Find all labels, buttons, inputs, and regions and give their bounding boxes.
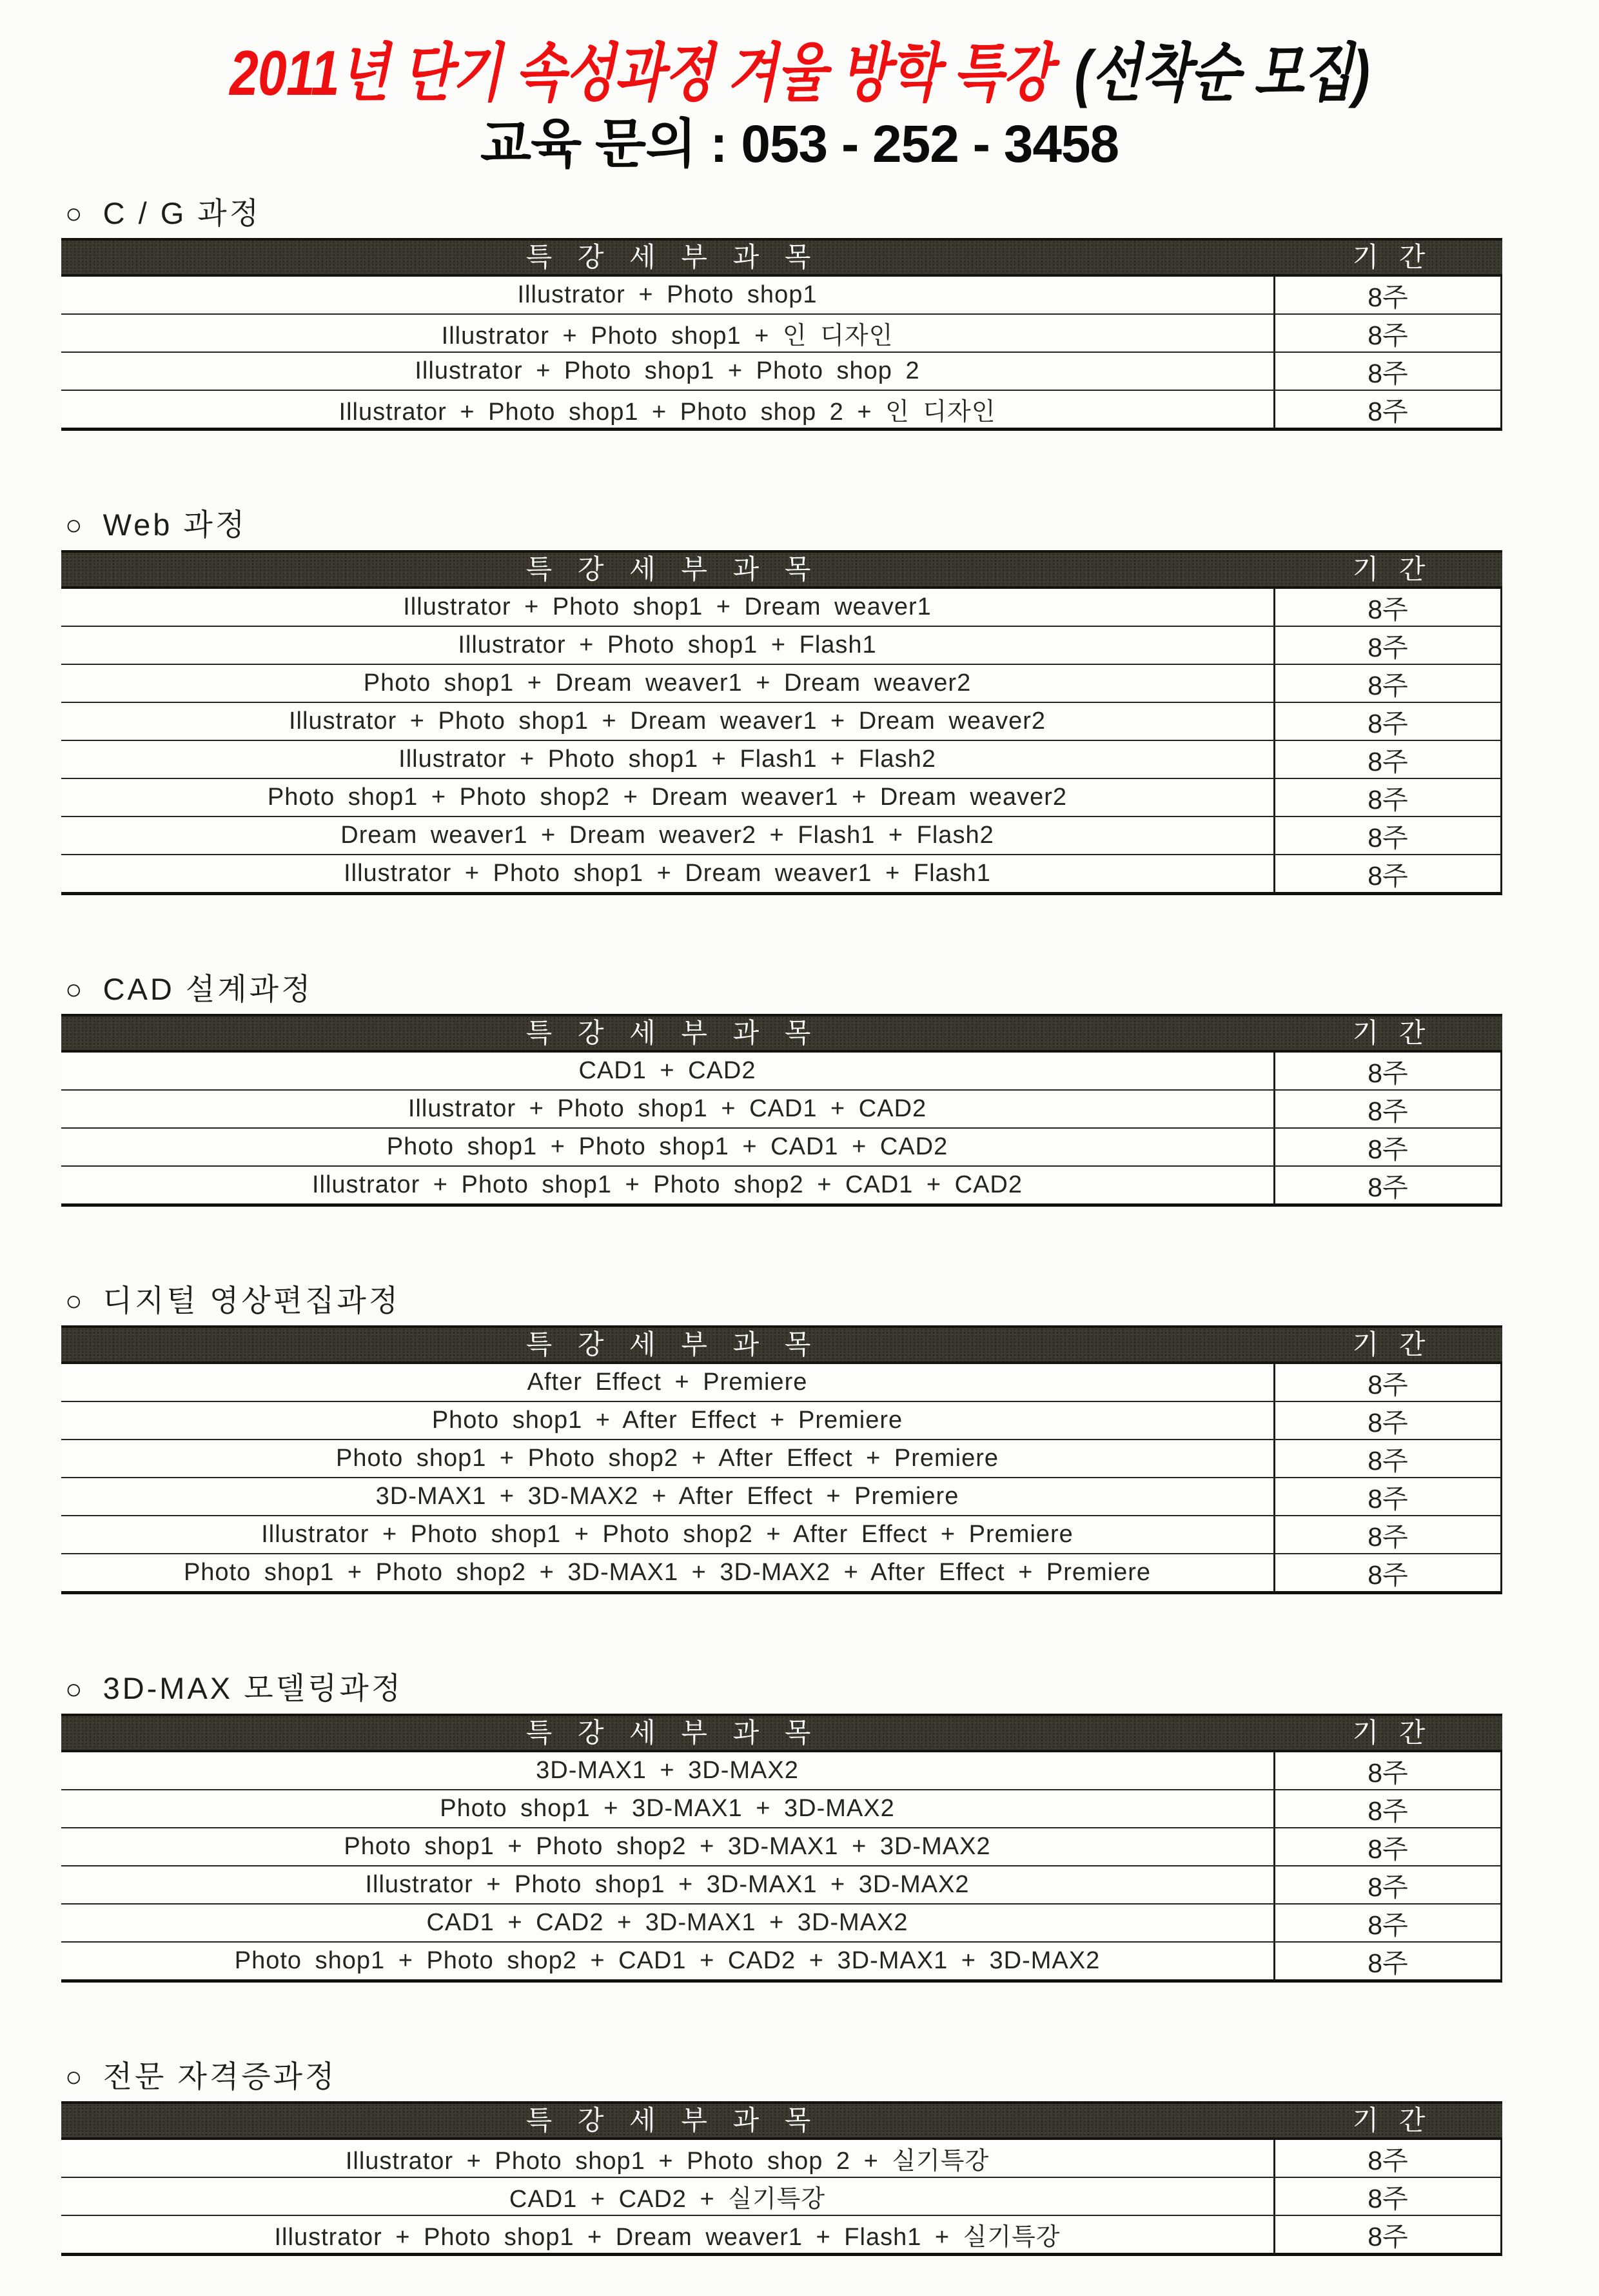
section-title: [65, 1283, 1502, 1319]
period-cell: 8주: [1273, 779, 1500, 816]
subject-cell: Photo shop1 + Photo shop2 + 3D-MAX1 + 3D-MAX2: [344, 1832, 991, 1860]
column-header-subject: 특 강 세 부 과 목: [525, 242, 820, 273]
subject-cell: Dream weaver1 + Dream weaver2 + Flash1 + Flash2: [340, 821, 994, 849]
column-header-subject: 특 강 세 부 과 목: [525, 1717, 820, 1748]
subject-cell: Illustrator + Photo shop1 + 인 디자인: [441, 322, 894, 350]
period-cell: 8주: [1273, 1866, 1500, 1903]
column-header-period: 기 간: [1352, 242, 1432, 273]
section-title: [65, 507, 1502, 543]
column-header-subject: 특 강 세 부 과 목: [525, 1329, 820, 1360]
course-section-1: [61, 195, 1502, 431]
table-row: [61, 589, 1500, 626]
table-body: [61, 277, 1502, 431]
course-section-6: [61, 2059, 1502, 2256]
table-row: [61, 778, 1500, 816]
period-cell: 8주: [1273, 1790, 1500, 1827]
course-table: [61, 2101, 1502, 2256]
period-cell: 8주: [1273, 1478, 1500, 1515]
period-cell: 8주: [1273, 1554, 1500, 1591]
period-cell: 8주: [1273, 703, 1500, 740]
period-cell: 8주: [1273, 1091, 1500, 1127]
table-row: [61, 1165, 1500, 1203]
table-header-row: [61, 1714, 1502, 1752]
period-cell: 8주: [1273, 1129, 1500, 1165]
page-title-note: (선착순 모집): [1074, 37, 1369, 108]
circle-bullet-icon: ○: [65, 1673, 85, 1705]
column-header-period: 기 간: [1352, 1717, 1432, 1748]
subject-cell: Illustrator + Photo shop1 + CAD1 + CAD2: [407, 1094, 927, 1122]
table-header-row: [61, 1325, 1502, 1364]
subject-cell: Illustrator + Photo shop1 + Dream weaver1 + Dream weaver2: [288, 707, 1046, 735]
subject-cell: CAD1 + CAD2 + 실기특강: [509, 2186, 826, 2213]
period-cell: 8주: [1273, 589, 1500, 626]
section-title-label: C / G 과정: [103, 195, 262, 230]
period-cell: 8주: [1273, 391, 1500, 428]
period-cell: 8주: [1273, 1516, 1500, 1553]
table-row: [61, 1515, 1500, 1553]
table-row: [61, 1865, 1500, 1903]
section-title-label: CAD 설계과정: [103, 971, 313, 1006]
table-row: [61, 351, 1500, 390]
table-row: [61, 2215, 1500, 2253]
period-cell: 8주: [1273, 1440, 1500, 1477]
page-title: [144, 34, 1455, 113]
table-body: [61, 2140, 1502, 2256]
subject-cell: Illustrator + Photo shop1 + Photo shop 2: [415, 357, 920, 385]
course-section-2: [61, 507, 1502, 895]
table-header-row: [61, 550, 1502, 589]
table-body: [61, 589, 1502, 895]
section-title: [65, 195, 1502, 232]
period-cell: 8주: [1273, 315, 1500, 351]
table-row: [61, 1789, 1500, 1827]
circle-bullet-icon: ○: [65, 973, 85, 1005]
table-row: [61, 313, 1500, 351]
period-cell: 8주: [1273, 1402, 1500, 1439]
subject-cell: Illustrator + Photo shop1 + Dream weaver1: [403, 593, 932, 620]
table-row: [61, 816, 1500, 854]
course-section-3: [61, 971, 1502, 1207]
table-body: [61, 1364, 1502, 1594]
subject-cell: Illustrator + Photo shop1 + Dream weaver1 + Flash1 + 실기특강: [274, 2224, 1061, 2251]
circle-bullet-icon: ○: [65, 197, 85, 230]
table-header-row: [61, 2101, 1502, 2140]
column-header-subject: 특 강 세 부 과 목: [525, 1017, 820, 1048]
course-table: [61, 1325, 1502, 1594]
table-body: [61, 1752, 1502, 1983]
course-table: [61, 1014, 1502, 1207]
scanned-course-flyer: [0, 34, 1599, 2256]
period-cell: 8주: [1273, 2216, 1500, 2253]
period-cell: 8주: [1273, 741, 1500, 778]
section-title-label: 전문 자격증과정: [103, 2059, 337, 2093]
section-title-label: 3D-MAX 모델링과정: [103, 1671, 404, 1706]
subject-cell: Illustrator + Photo shop1 + Flash1 + Flash2: [398, 745, 936, 773]
table-row: [61, 1439, 1500, 1477]
column-header-period: 기 간: [1352, 553, 1432, 584]
page-title-main: 2011년 단기 속성과정 겨울 방학 특강: [230, 37, 1052, 108]
contact-phone-line: 교육 문의 : 053 - 252 - 3458: [480, 114, 1119, 173]
section-title: [65, 2059, 1502, 2095]
course-sections: [61, 195, 1599, 2256]
table-row: [61, 2177, 1500, 2215]
table-row: [61, 1053, 1500, 1089]
period-cell: 8주: [1273, 1752, 1500, 1789]
period-cell: 8주: [1273, 627, 1500, 664]
section-title-label: 디지털 영상편집과정: [103, 1283, 401, 1318]
subject-cell: CAD1 + CAD2: [578, 1056, 756, 1084]
table-row: [61, 664, 1500, 702]
section-title: [65, 1670, 1502, 1707]
subject-cell: Photo shop1 + Dream weaver1 + Dream weaver2: [363, 669, 972, 697]
period-cell: 8주: [1273, 1905, 1500, 1941]
subject-cell: Illustrator + Photo shop1 + Photo shop2 + CAD1 + CAD2: [311, 1171, 1023, 1198]
subject-cell: Photo shop1 + Photo shop2 + Dream weaver1 + Dream weaver2: [267, 783, 1068, 811]
subject-cell: Illustrator + Photo shop1 + Photo shop2 + After Effect + Premiere: [261, 1521, 1074, 1549]
table-body: [61, 1053, 1502, 1207]
period-cell: 8주: [1273, 855, 1500, 892]
subject-cell: Photo shop1 + Photo shop1 + CAD1 + CAD2: [386, 1133, 948, 1160]
course-section-4: [61, 1283, 1502, 1594]
column-header-period: 기 간: [1352, 2105, 1432, 2136]
column-header-subject: 특 강 세 부 과 목: [525, 2105, 820, 2136]
period-cell: 8주: [1273, 1167, 1500, 1203]
table-row: [61, 1941, 1500, 1979]
table-row: [61, 1364, 1500, 1401]
subject-cell: 3D-MAX1 + 3D-MAX2: [536, 1756, 799, 1784]
subject-cell: Illustrator + Photo shop1 + 3D-MAX1 + 3D-MAX2: [365, 1870, 970, 1898]
course-table: [61, 238, 1502, 431]
period-cell: 8주: [1273, 1053, 1500, 1089]
course-section-5: [61, 1670, 1502, 1982]
table-row: [61, 854, 1500, 892]
table-row: [61, 1127, 1500, 1165]
subject-cell: Illustrator + Photo shop1 + Photo shop 2 + 인 디자인: [338, 399, 996, 426]
period-cell: 8주: [1273, 1828, 1500, 1865]
table-header-row: [61, 238, 1502, 277]
course-table: [61, 550, 1502, 895]
section-title-label: Web 과정: [103, 508, 248, 542]
period-cell: 8주: [1273, 665, 1500, 702]
column-header-subject: 특 강 세 부 과 목: [525, 553, 820, 584]
table-header-row: [61, 1014, 1502, 1053]
circle-bullet-icon: ○: [65, 2061, 85, 2093]
table-row: [61, 1752, 1500, 1789]
subject-cell: 3D-MAX1 + 3D-MAX2 + After Effect + Premiere: [375, 1483, 959, 1510]
subject-cell: Photo shop1 + Photo shop2 + CAD1 + CAD2 + 3D-MAX1 + 3D-MAX2: [234, 1946, 1101, 1974]
period-cell: 8주: [1273, 817, 1500, 854]
subject-cell: Photo shop1 + Photo shop2 + After Effect + Premiere: [335, 1445, 999, 1472]
subject-cell: Photo shop1 + Photo shop2 + 3D-MAX1 + 3D-MAX2 + After Effect + Premiere: [183, 1559, 1152, 1587]
table-row: [61, 1089, 1500, 1127]
circle-bullet-icon: ○: [65, 1285, 85, 1318]
table-row: [61, 1401, 1500, 1439]
column-header-period: 기 간: [1352, 1329, 1432, 1360]
table-row: [61, 1827, 1500, 1865]
period-cell: 8주: [1273, 2178, 1500, 2215]
period-cell: 8주: [1273, 353, 1500, 390]
table-row: [61, 740, 1500, 778]
subject-cell: After Effect + Premiere: [527, 1369, 808, 1396]
table-row: [61, 2140, 1500, 2177]
period-cell: 8주: [1273, 277, 1500, 313]
table-row: [61, 277, 1500, 313]
table-row: [61, 702, 1500, 740]
period-cell: 8주: [1273, 1943, 1500, 1979]
column-header-period: 기 간: [1352, 1017, 1432, 1048]
subject-cell: Illustrator + Photo shop1 + Dream weaver1 + Flash1: [344, 859, 991, 887]
subject-cell: Illustrator + Photo shop1: [517, 281, 818, 309]
course-table: [61, 1714, 1502, 1983]
subject-cell: Illustrator + Photo shop1 + Flash1: [458, 631, 877, 658]
subject-cell: Photo shop1 + After Effect + Premiere: [431, 1407, 903, 1434]
period-cell: 8주: [1273, 1364, 1500, 1401]
circle-bullet-icon: ○: [65, 510, 85, 542]
table-row: [61, 626, 1500, 664]
table-row: [61, 1553, 1500, 1591]
section-title: [65, 971, 1502, 1007]
table-row: [61, 1477, 1500, 1515]
subject-cell: CAD1 + CAD2 + 3D-MAX1 + 3D-MAX2: [426, 1908, 908, 1936]
period-cell: 8주: [1273, 2140, 1500, 2177]
table-row: [61, 390, 1500, 428]
table-row: [61, 1903, 1500, 1941]
subject-cell: Photo shop1 + 3D-MAX1 + 3D-MAX2: [440, 1794, 895, 1822]
subject-cell: Illustrator + Photo shop1 + Photo shop 2 + 실기특강: [345, 2148, 990, 2175]
